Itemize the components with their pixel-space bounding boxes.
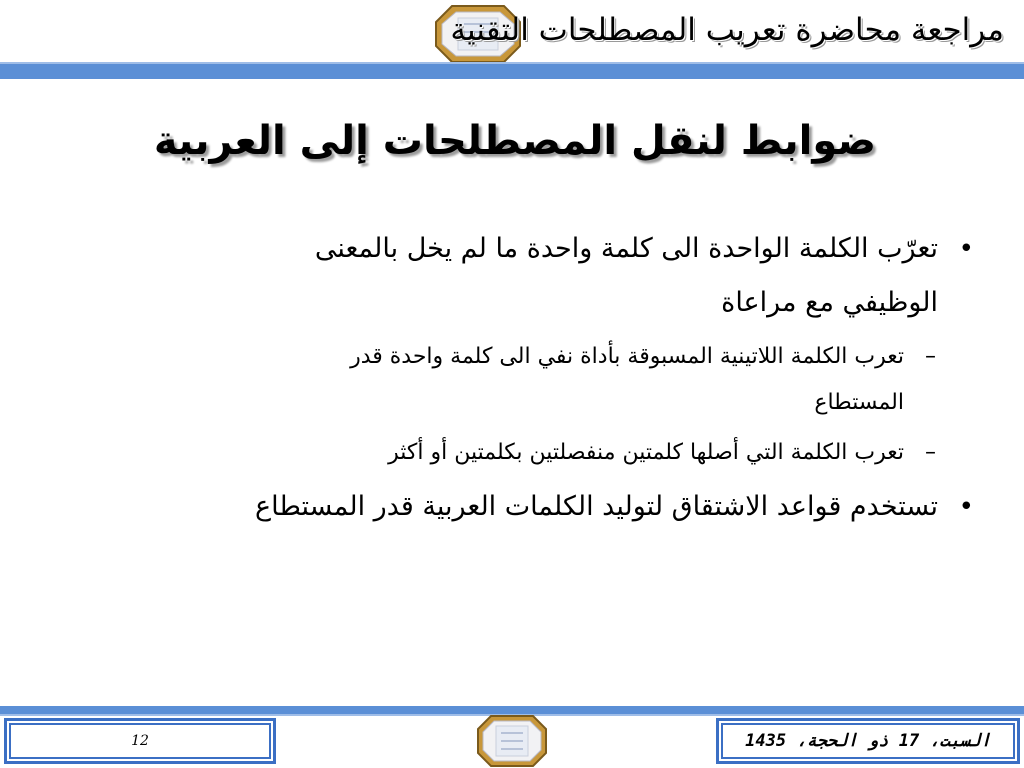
bullet-icon: • [958, 492, 974, 522]
date-box [716, 718, 1020, 764]
bullet-text-line: تستخدم قواعد الاشتقاق لتوليد الكلمات العربية قدر المستطاع [255, 491, 938, 522]
sub-bullet-text-line: تعرب الكلمة التي أصلها كلمتين منفصلتين بكلمتين أو أكثر [388, 440, 904, 465]
dash-icon: – [925, 440, 936, 465]
footer-bar [0, 706, 1024, 714]
bullet-item [74, 480, 974, 534]
bullet-item [74, 222, 974, 330]
sub-bullet-item [74, 334, 974, 426]
footer-ornament-icon [476, 714, 548, 768]
dash-icon: – [925, 344, 936, 369]
slide-number-box [4, 718, 276, 764]
header-title: مراجعة محاضرة تعريب المصطلحات التقنية [450, 12, 1004, 48]
slide-title: ضوابط لنقل المصطلحات إلى العربية [153, 118, 877, 164]
sub-bullet-item [74, 430, 974, 476]
slide-content [74, 222, 974, 534]
slide-number: 12 [131, 733, 149, 749]
sub-bullet-text-line: تعرب الكلمة اللاتينية المسبوقة بأداة نفي الى كلمة واحدة قدر [350, 344, 904, 369]
bullet-icon: • [958, 234, 974, 264]
sub-bullet-text-line: المستطاع [814, 390, 904, 415]
bullet-text-line: الوظيفي مع مراعاة [721, 287, 938, 318]
footer-date: السبت، 17 ذو الحجة، 1435 [745, 731, 991, 751]
bullet-text-line: تعرّب الكلمة الواحدة الى كلمة واحدة ما لم يخل بالمعنى [314, 233, 938, 264]
header-bar [0, 64, 1024, 79]
